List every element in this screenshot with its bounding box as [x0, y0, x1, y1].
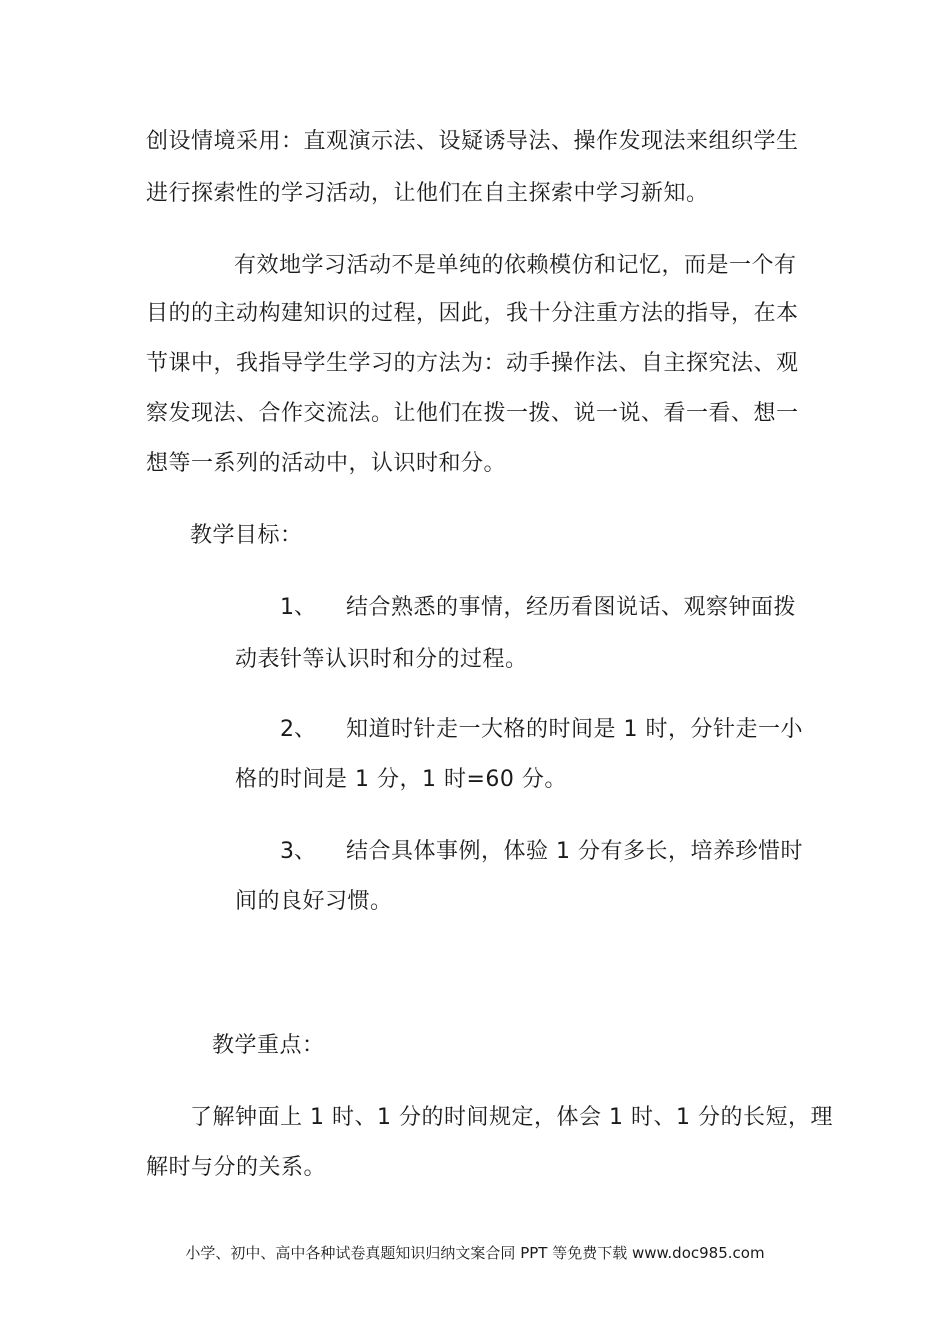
goal-text-line-2: 格的时间是 1 分，1 时=60 分。 — [235, 767, 567, 792]
intro-line-1: 创设情境采用：直观演示法、设疑诱导法、操作发现法来组织学生 — [146, 129, 799, 154]
intro-line-2: 进行探索性的学习活动，让他们在自主探索中学习新知。 — [146, 181, 709, 206]
goal-number: 2、 — [280, 717, 316, 742]
methods-line-1: 有效地学习活动不是单纯的依赖模仿和记忆，而是一个有 — [234, 253, 797, 278]
goal-text-line-2: 动表针等认识时和分的过程。 — [235, 647, 528, 672]
methods-line-3: 节课中，我指导学生学习的方法为：动手操作法、自主探究法、观 — [146, 351, 799, 376]
goal-text-line-1: 结合具体事例，体验 1 分有多长，培养珍惜时 — [346, 839, 803, 864]
goal-text-line-1: 知道时针走一大格的时间是 1 时，分针走一小 — [346, 717, 803, 742]
goal-number: 3、 — [280, 839, 316, 864]
goals-heading: 教学目标： — [190, 523, 303, 548]
methods-line-2: 目的的主动构建知识的过程，因此，我十分注重方法的指导，在本 — [146, 301, 799, 326]
keypoints-line-2: 解时与分的关系。 — [146, 1155, 327, 1180]
methods-line-5: 想等一系列的活动中，认识时和分。 — [146, 451, 507, 476]
goal-number: 1、 — [280, 595, 316, 620]
keypoints-line-1: 了解钟面上 1 时、1 分的时间规定，体会 1 时、1 分的长短，理 — [190, 1105, 833, 1130]
keypoints-heading: 教学重点： — [212, 1033, 325, 1058]
goal-text-line-1: 结合熟悉的事情，经历看图说话、观察钟面拨 — [346, 595, 797, 620]
footer-text: 小学、初中、高中各种试卷真题知识归纳文案合同 PPT 等免费下载 www.doc985.com — [185, 1244, 765, 1262]
methods-line-4: 察发现法、合作交流法。让他们在拨一拨、说一说、看一看、想一 — [146, 401, 799, 426]
goal-text-line-2: 间的良好习惯。 — [235, 889, 393, 914]
